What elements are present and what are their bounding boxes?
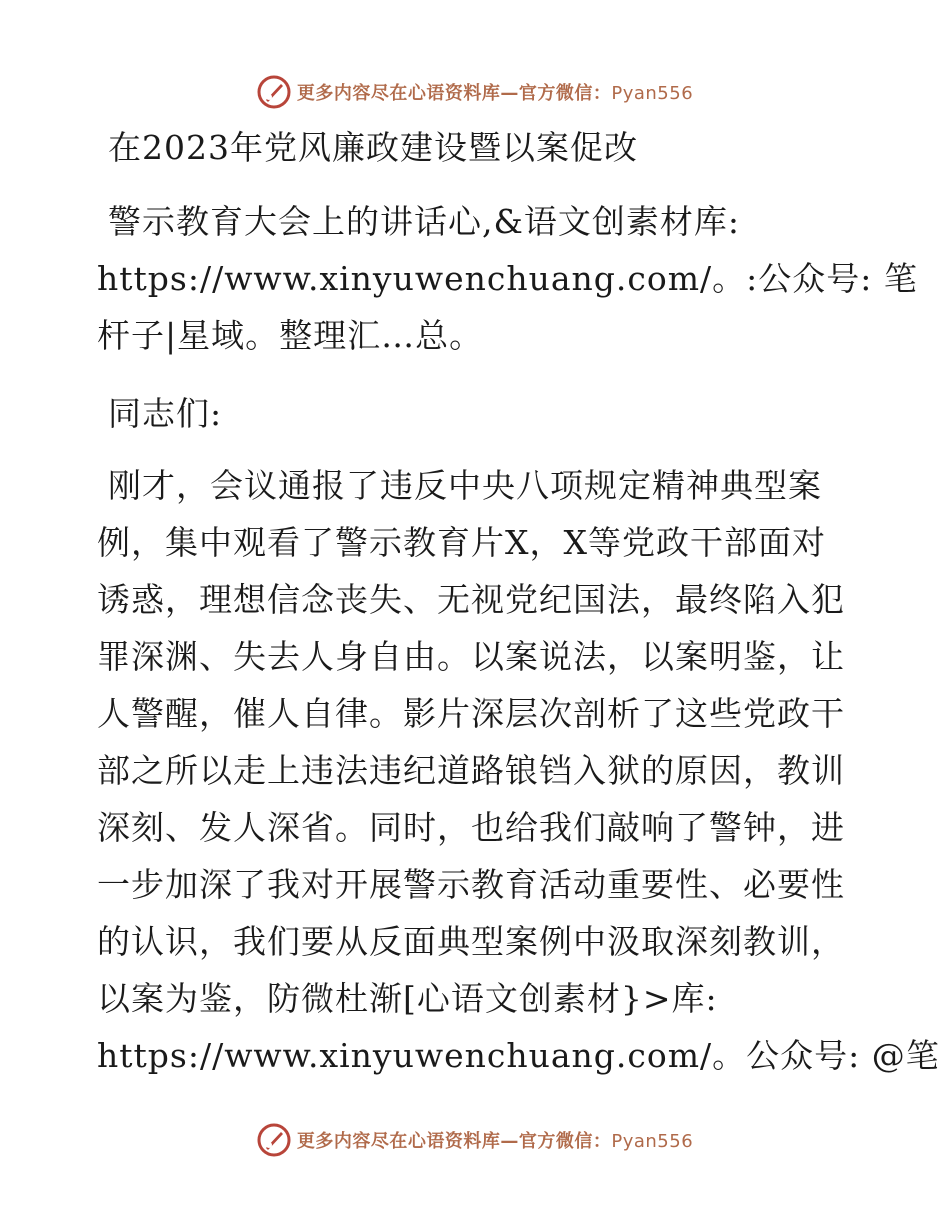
footer-banner-text: 更多内容尽在心语资料库—官方微信：Pyan556 [296, 1131, 694, 1152]
salutation: 同志们: [108, 394, 223, 433]
footer-wechat-account: Pyan556 [611, 1131, 694, 1152]
body-line: 刚才，会议通报了违反中央八项规定精神典型案 [108, 466, 822, 505]
header-banner-text: 更多内容尽在心语资料库—官方微信：Pyan556 [296, 83, 694, 104]
body-line: 深刻、发人深省。同时，也给我们敲响了警钟，进 [97, 808, 845, 847]
body-line: https://www.xinyuwenchuang.com/。公众号: @笔 [97, 1036, 940, 1075]
body-line: 人警醒，催人自律。影片深层次剖析了这些党政干 [97, 694, 845, 733]
header-wechat-account: Pyan556 [611, 83, 694, 104]
quill-seal-logo-icon [257, 1123, 291, 1157]
body-line: 部之所以走上违法违纪道路锒铛入狱的原因，教训 [97, 751, 845, 790]
body-line: 诱惑，理想信念丧失、无视党纪国法，最终陷入犯 [97, 580, 845, 619]
body-line: 一步加深了我对开展警示教育活动重要性、必要性 [97, 865, 845, 904]
body-line: 罪深渊、失去人身自由。以案说法，以案明鉴，让 [97, 637, 845, 676]
source-line-2: 杆子|星域。整理汇…总。 [97, 316, 484, 355]
body-line: 以案为鉴，防微杜渐[心语文创素材}>库: [97, 979, 718, 1018]
source-line-1: https://www.xinyuwenchuang.com/。:公众号: 笔 [97, 259, 918, 298]
document-title-line-1: 在2023年党风廉政建设暨以案促改 [108, 128, 638, 167]
document-title-line-2: 警示教育大会上的讲话心,&语文创素材库: [108, 202, 740, 241]
body-line: 的认识，我们要从反面典型案例中汲取深刻教训， [97, 922, 845, 961]
body-line: 例，集中观看了警示教育片X，X等党政干部面对 [97, 523, 826, 562]
quill-seal-logo-icon [257, 75, 291, 109]
header-banner [0, 72, 950, 112]
footer-banner [0, 1120, 950, 1160]
